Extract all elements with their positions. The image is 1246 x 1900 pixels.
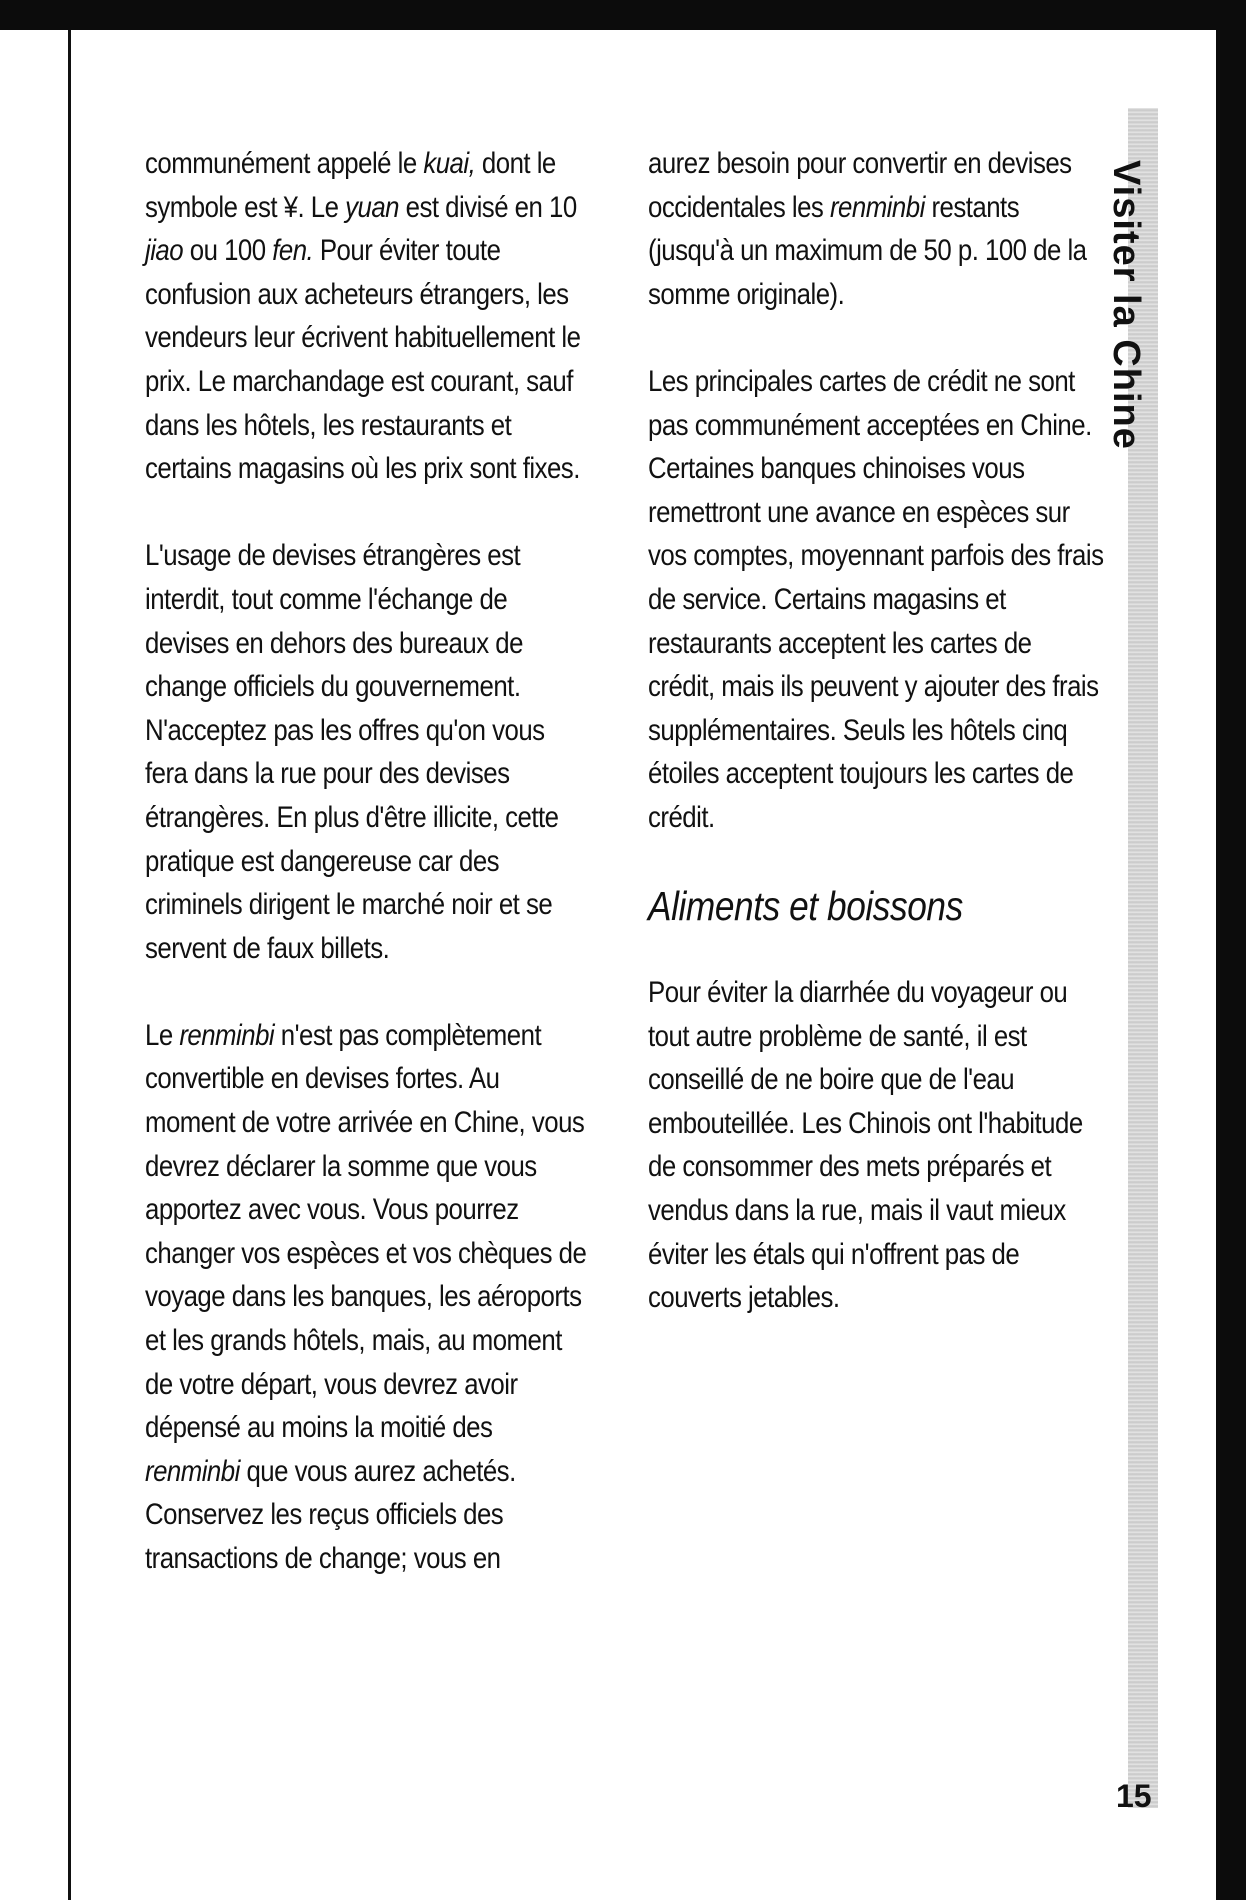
text-run: ou 100	[183, 234, 273, 268]
paragraph-foreign-currency: L'usage de devises étrangères est interdit, tout comme l'échange de devises en dehors des bureaux de change officiels du gouvernement. N'acceptez pas les offres qu'on vous fera dans la rue pour des devises étrangères. En plus d'être illicite, cette pratique est dangereuse car des criminels dirigent le marché noir et se servent de faux billets.	[145, 539, 559, 965]
text-run: Le	[145, 1018, 180, 1052]
text-run: restants (jusqu'à un maximum de 50 p. 100 de la somme originale).	[648, 190, 1087, 311]
italic-term: renminbi	[145, 1454, 240, 1488]
italic-term: renminbi	[179, 1018, 275, 1052]
section-heading: Aliments et boissons	[648, 883, 963, 930]
scan-border-top	[0, 0, 1246, 30]
text-run: communément appelé le	[145, 147, 424, 180]
paragraph-credit-cards: Les principales cartes de crédit ne sont pas communément acceptées en Chine. Certaines banques chinoises vous remettront une avance en espèces sur vos comptes, moyennant parfois des frais de service. Certains magasins et restaurants acceptent les cartes de crédit, mais ils peuvent y ajouter des frais supplémentaires. Seuls les hôtels cinq étoiles acceptent toujours les cartes de crédit.	[648, 364, 1104, 834]
left-column	[145, 142, 592, 1581]
text-run: que vous aurez achetés.	[239, 1454, 516, 1488]
italic-term: renminbi	[829, 190, 925, 224]
text-run: aurez besoin pour convertir en devises occidentales les	[648, 147, 1072, 224]
italic-term: yuan	[345, 190, 399, 224]
text-run: est divisé en 10	[398, 190, 577, 224]
italic-term: jiao	[145, 234, 184, 268]
paragraph-renminbi	[145, 1014, 592, 1494]
text-run: n'est pas complètement convertible en devises fortes. Au moment de votre arrivée en Chine, vous devrez déclarer la somme que vous apportez avec vous. Vous pourrez changer vos espèces et vos chèques de voyage dans les banques, les aéroports et les grands hôtels, mais, au moment de votre départ, vous devrez avoir dépensé au moins la moitié des	[145, 1018, 587, 1445]
scan-border-right	[1216, 30, 1246, 1900]
paragraph-currency-units	[145, 142, 592, 491]
page-number: 15	[1116, 1778, 1152, 1814]
page-edge-left	[68, 30, 71, 1900]
italic-term: fen.	[272, 234, 314, 268]
right-column	[648, 142, 1104, 1363]
paragraph-conversion	[648, 142, 1104, 316]
text-run: dont le symbole est ¥. Le	[145, 147, 556, 224]
italic-term: kuai,	[423, 147, 476, 180]
running-title: Visiter la Chine	[1105, 160, 1147, 450]
paragraph-food-drink: Pour éviter la diarrhée du voyageur ou tout autre problème de santé, il est conseillé de ne boire que de l'eau embouteillée. Les Chinois ont l'habitude de consommer des mets préparés et vendus dans la rue, mais il vaut mieux éviter les étals qui n'offrent pas de couverts jetables.	[648, 976, 1083, 1315]
text-run: Pour éviter toute confusion aux acheteurs étrangers, les vendeurs leur écrivent habituellement le prix. Le marchandage est courant, sauf dans les hôtels, les restaurants et certains magasins où les prix sont fixes.	[145, 234, 581, 486]
paragraph-receipts: Conservez les reçus officiels des transactions de change; vous en	[145, 1498, 504, 1575]
